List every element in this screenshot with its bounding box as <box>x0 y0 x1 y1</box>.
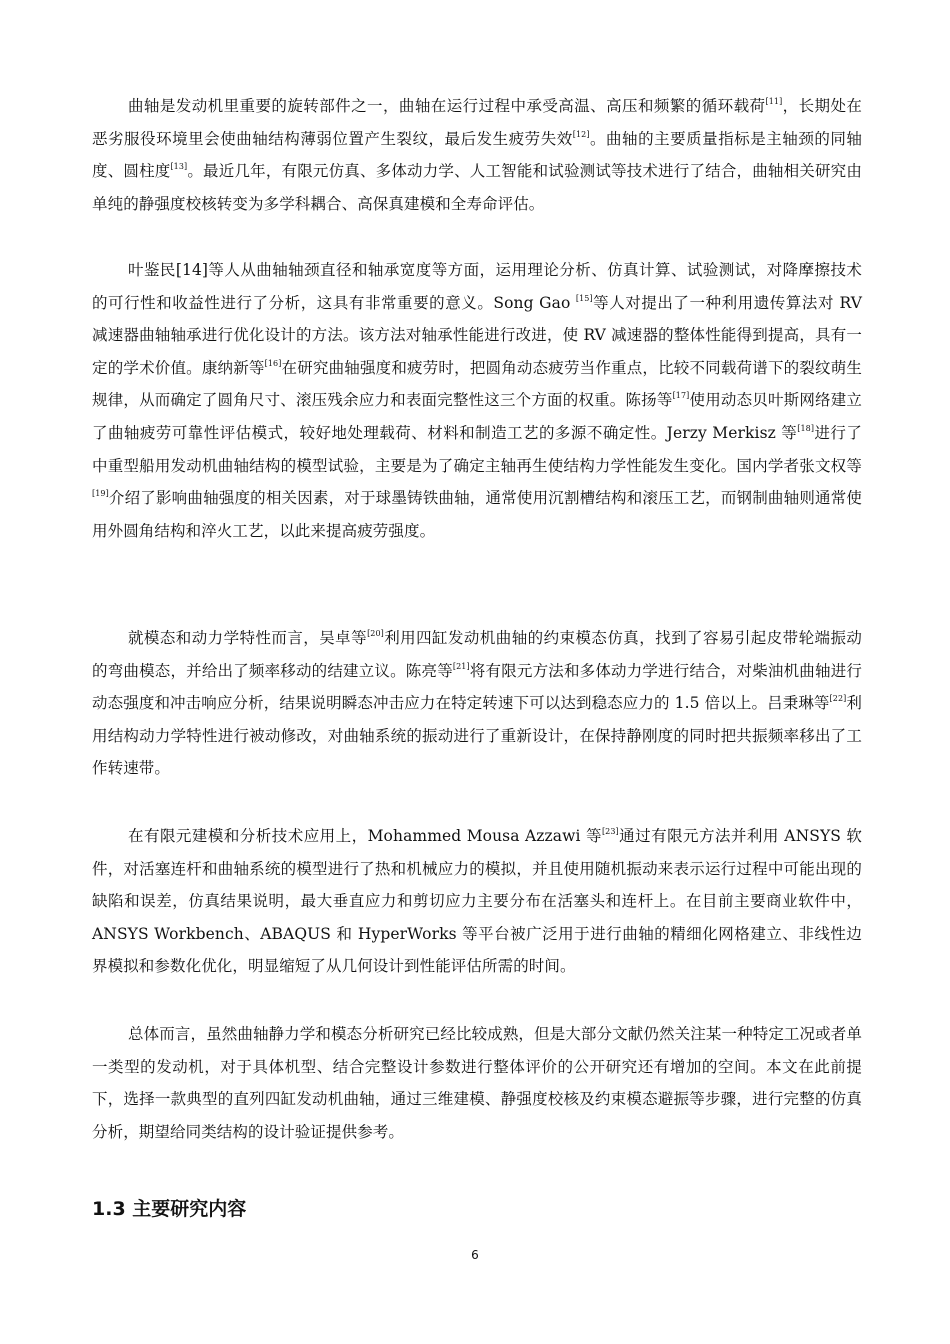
citation-ref: [11] <box>765 97 783 106</box>
paragraph-text: ，长期处在恶劣服役环境里会使曲轴结构薄弱位置产生裂纹，最后发生疲劳失效 <box>92 97 862 148</box>
citation-ref: [21] <box>452 661 470 671</box>
paragraph-text: 使用动态贝叶斯网络建立了曲轴疲劳可靠性评估模式，较好地处理载荷、材料和制造工艺的多源不确定性。Jerzy Merkisz 等 <box>92 391 863 442</box>
paragraph-text: 曲轴是发动机里重要的旋转部件之一，曲轴在运行过程中承受高温、高压和频繁的循环载荷 <box>128 97 766 115</box>
citation-ref: [20] <box>367 629 384 638</box>
paragraph-text: 将有限元方法和多体动力学进行结合，对柴油机曲轴进行动态强度和冲击响应分析，结果说明瞬态冲击应力在特定转速下可以达到稳态应力的 1.5 倍以上。吕秉琳等 <box>92 661 862 713</box>
page-number: 6 <box>471 1248 479 1262</box>
citation-ref: [17] <box>672 391 690 401</box>
paragraph-literature-review <box>92 254 862 547</box>
paragraph-text: 叶鉴民[14]等人从曲轴轴颈直径和轴承宽度等方面，运用理论分析、仿真计算、试验测试，对降摩擦技术的可行性和收益性进行了分析，这具有非常重要的意义。Song Gao <box>92 261 862 312</box>
paragraph-text: 。最近几年，有限元仿真、多体动力学、人工智能和试验测试等技术进行了结合，曲轴相关研究由单纯的静强度校核转变为多学科耦合、高保真建模和全寿命评估。 <box>92 162 862 213</box>
paragraph-text: 进行了中重型船用发动机曲轴结构的模型试验，主要是为了确定主轴再生使结构力学性能发生变化。国内学者张文权等 <box>92 423 862 475</box>
paragraph-text: 在有限元建模和分析技术应用上，Mohammed Mousa Azzawi 等 <box>128 827 602 845</box>
paragraph-text: 等人对提出了一种利用遗传算法对 RV 减速器曲轴轴承进行优化设计的方法。该方法对轴承性能进行改进，使 RV 减速器的整体性能得到提高，具有一定的学术价值。康纳新等 <box>92 293 862 377</box>
section-heading: 1.3 主要研究内容 <box>92 1198 247 1220</box>
paragraph-text: 就模态和动力学特性而言，吴卓等 <box>128 629 368 647</box>
paragraph-text: 利用结构动力学特性进行被动修改，对曲轴系统的振动进行了重新设计，在保持静刚度的同时把共振频率移出了工作转速带。 <box>92 694 862 778</box>
paragraph-summary <box>92 1018 862 1148</box>
paragraph-text: 介绍了影响曲轴强度的相关因素，对于球墨铸铁曲轴，通常使用沉割槽结构和滚压工艺，而钢制曲轴则通常使用外圆角结构和淬火工艺，以此来提高疲劳强度。 <box>92 489 862 540</box>
citation-ref: [18] <box>797 423 815 433</box>
paragraph-fem-modeling <box>92 820 862 983</box>
paragraph-text: 通过有限元方法并利用 ANSYS 软件，对活塞连杆和曲轴系统的模型进行了热和机械应力的模拟，并且使用随机振动来表示运行过程中可能出现的缺陷和误差，仿真结果说明，最大垂直应力和剪切应力主要分布在活塞头和连杆上。在目前主要商业软件中，ANSYS Workbench、ABAQUS 和 HyperWorks 等平台被广泛用于进行曲轴的精细化网格建立、非线性边界模拟和参数化优化，明显缩短了从几何设计到性能评估所需的时间。 <box>92 827 862 976</box>
citation-ref: [19] <box>92 489 109 499</box>
paragraph-crankshaft-overview <box>92 90 862 220</box>
citation-ref: [23] <box>601 827 619 836</box>
paragraph-text: 在研究曲轴强度和疲劳时，把圆角动态疲劳当作重点，比较不同载荷谱下的裂纹萌生规律，从而确定了圆角尺寸、滚压残余应力和表面完整性这三个方面的权重。陈扬等 <box>92 358 863 410</box>
citation-ref: [12] <box>572 129 590 139</box>
paragraph-text: 。曲轴的主要质量指标是主轴颈的同轴度、圆柱度 <box>92 129 862 181</box>
paragraph-modal-dynamics <box>92 622 862 785</box>
citation-ref: [15] <box>575 293 593 303</box>
citation-ref: [16] <box>264 358 282 368</box>
paragraph-text: 总体而言，虽然曲轴静力学和模态分析研究已经比较成熟，但是大部分文献仍然关注某一种特定工况或者单一类型的发动机，对于具体机型、结合完整设计参数进行整体评价的公开研究还有增加的空间。本文在此前提下，选择一款典型的直列四缸发动机曲轴，通过三维建模、静强度校核及约束模态避振等步骤，进行完整的仿真分析，期望给同类结构的设计验证提供参考。 <box>92 1025 862 1141</box>
citation-ref: [13] <box>170 162 188 172</box>
citation-ref: [22] <box>829 694 847 704</box>
paragraph-text: 利用四缸发动机曲轴的约束模态仿真，找到了容易引起皮带轮端振动的弯曲模态，并给出了频率移动的结建立议。陈亮等 <box>92 629 862 680</box>
